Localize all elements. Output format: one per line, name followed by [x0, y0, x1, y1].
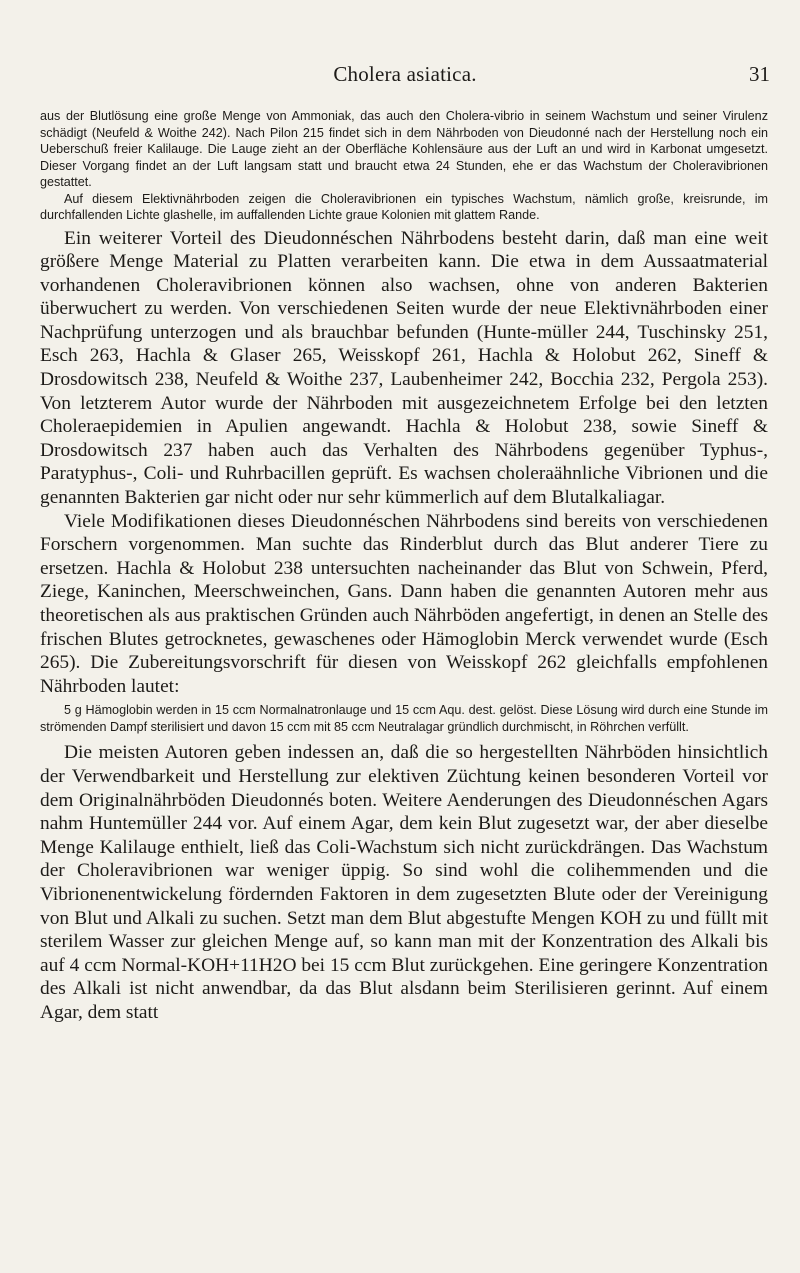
paragraph-modifications: Viele Modifikationen dieses Dieudonnéschen Nährbodens sind bereits von verschiedenen Forschern vorgenommen. Man suchte das Rinderblut durch das Blut anderer Tiere zu ersetzen. Hachla & Holobut 238 untersuchten nacheinander das Blut von Schwein, Pferd, Ziege, Kaninchen, Meerschweinchen, Gans. Dann haben die genannten Autoren mehr aus theoretischen als aus praktischen Gründen auch Nährböden angefertigt, in denen an Stelle des frischen Blutes getrocknetes, gewaschenes oder Hämoglobin Merck verwendet wurde (Esch 265). Die Zubereitungsvorschrift für diesen von Weisskopf 262 gleichfalls empfohlenen Nährboden lautet: [40, 510, 768, 697]
recipe-block [40, 702, 768, 735]
running-title: Cholera asiatica. [333, 62, 477, 86]
paragraph-results: Die meisten Autoren geben indessen an, daß die so hergestellten Nährböden hinsichtlich der Verwendbarkeit und Herstellung zur elektiven Züchtung keinen besonderen Vorteil vor dem Originalnährböden Dieudonnés boten. Weitere Aenderungen des Dieudonnéschen Agars nahm Huntemüller 244 vor. Auf einem Agar, dem kein Blut zugesetzt war, der aber dieselbe Menge Kalilauge enthielt, ließ das Coli-Wachstum sich nicht zurückdrängen. Das Wachstum der Choleravibrionen war weniger üppig. So sind wohl die colihemmenden und die Vibrionenentwickelung fördernden Faktoren in dem zugesetzten Blute oder der Vereinigung von Blut und Alkali zu suchen. Setzt man dem Blut abgestufte Mengen KOH zu und füllt mit sterilem Wasser zur gleichen Menge auf, so kann man mit der Konzentration des Alkali bis auf 4 ccm Normal-KOH+11H2O bei 15 ccm Blut zurückgehen. Eine geringere Konzentration des Alkali ist nicht anwendbar, da das Blut alsdann beim Sterilisieren gerinnt. Auf einem Agar, dem statt [40, 742, 768, 1023]
paragraph-advantages: Ein weiterer Vorteil des Dieudonnéschen Nährbodens besteht darin, daß man eine weit größere Menge Material zu Platten verarbeiten kann. Die etwa in dem Aussaatmaterial vorhandenen Choleravibrionen können also wachsen, ohne von anderen Bakterien überwuchert zu werden. Von verschiedenen Seiten wurde der neue Elektivnährboden einer Nachprüfung unterzogen und als brauchbar befunden (Hunte-müller 244, Tuschinsky 251, Esch 263, Hachla & Glaser 265, Weisskopf 261, Hachla & Holobut 262, Sineff & Drosdowitsch 238, Neufeld & Woithe 237, Laubenheimer 242, Bocchia 232, Pergola 253). Von letzterem Autor wurde der Nährboden mit ausgezeichnetem Erfolge bei den letzten Choleraepidemien in Apulien angewandt. Hachla & Holobut 238, sowie Sineff & Drosdowitsch 237 haben auch das Verhalten des Nährbodens gegenüber Typhus-, Paratyphus-, Coli- und Ruhrbacillen geprüft. Es wachsen choleraähnliche Vibrionen und die genannten Bakterien gar nicht oder nur sehr kümmerlich auf dem Blutalkaliagar. [40, 227, 768, 509]
page-body [40, 108, 768, 1025]
recipe-text: 5 g Hämoglobin werden in 15 ccm Normalnatronlauge und 15 ccm Aqu. dest. gelöst. Diese Lösung wird durch eine Stunde im strömenden Dampf sterilisiert und davon 15 ccm mit 85 ccm Neutralagar gründlich durchmischt, in Röhrchen verfüllt. [40, 703, 768, 734]
paragraph-small-2: Auf diesem Elektivnährboden zeigen die Choleravibrionen ein typisches Wachstum, nämlich große, kreisrunde, im durchfallenden Lichte glashelle, im auffallenden Lichte graue Kolonien mit glattem Rande. [40, 191, 768, 222]
page-number: 31 [749, 62, 770, 86]
paragraph-small-1: aus der Blutlösung eine große Menge von Ammoniak, das auch den Cholera-vibrio in seinem Wachstum und seiner Virulenz schädigt (Neufeld & Woithe 242). Nach Pilon 215 findet sich in dem Nährboden von Dieudonné nach der Herstellung noch ein Ueberschuß freier Kalilauge. Die Lauge zieht an der Oberfläche Kohlensäure aus der Luft an und wird in Karbonat umgesetzt. Dieser Vorgang findet an der Luft langsam statt und braucht etwa 24 Stunden, ehe er das Wachstum der Choleravibrionen gestattet. [40, 109, 768, 189]
page-header [40, 62, 770, 90]
